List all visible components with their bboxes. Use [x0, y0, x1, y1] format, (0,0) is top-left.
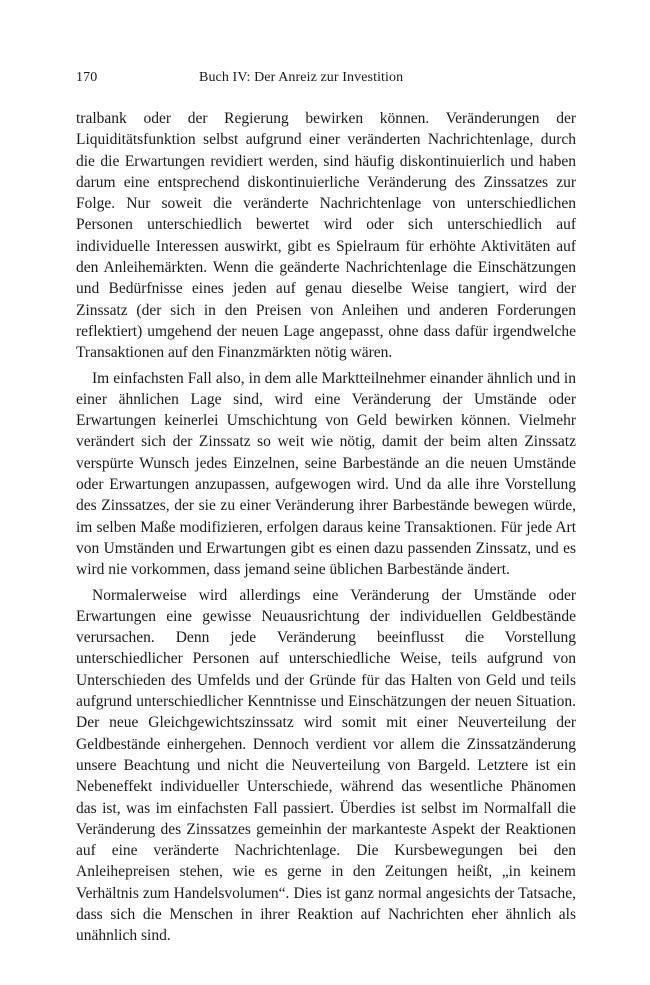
book-page — [76, 70, 576, 947]
running-header — [76, 70, 576, 92]
paragraph: Im einfachsten Fall also, in dem alle Marktteilnehmer einander ähnlich und in einer ähnlichen Lage sind, wird eine Veränderung der Umstände oder Erwartungen keinerlei Umschichtung von Geld bewirken können. Vielmehr verändert sich der Zinssatz so weit wie nötig, damit der beim alten Zinssatz verspürte Wunsch jedes Einzelnen, seine Barbestände an die neuen Umstände oder Erwartungen anzupassen, aufgewogen wird. Und da alle ihre Vorstellung des Zinssatzes, der sie zu einer Veränderung ihrer Barbestände bewegen würde, im selben Maße modifizieren, erfolgen daraus keine Transaktionen. Für jede Art von Umständen und Erwartungen gibt es einen dazu passenden Zinssatz, und es wird nie vorkommen, dass jemand seine üblichen Barbestände ändert. — [76, 369, 576, 579]
page-number: 170 — [76, 70, 98, 85]
paragraph: Normalerweise wird allerdings eine Veränderung der Umstände oder Erwartungen eine gewisse Neuausrichtung der individuellen Geldbestände verursachen. Denn jede Veränderung beeinflusst die Vorstellung unterschiedlicher Personen auf unterschiedliche Weise, teils aufgrund von Unterschieden des Umfelds und der Gründe für das Halten von Geld und teils aufgrund unterschiedlicher Kenntnisse und Einschätzungen der neuen Situation. Der neue Gleichgewichtszinssatz wird somit mit einer Neuverteilung der Geldbestände einhergehen. Dennoch verdient vor allem die Zinssatzänderung unsere Beachtung und nicht die Neuverteilung von Bargeld. Letztere ist ein Nebeneffekt individueller Unterschiede, während das wesentliche Phänomen das ist, was im einfachsten Fall passiert. Überdies ist selbst im Normalfall die Veränderung des Zinssatzes gemeinhin der markanteste Aspekt der Reaktionen auf eine veränderte Nachrichtenlage. Die Kursbewegungen bei den Anleihepreisen stehen, wie es gerne in den Zeitungen heißt, „in keinem Verhältnis zum Handelsvolumen“. Dies ist ganz normal angesichts der Tatsache, dass sich die Menschen in ihrer Reaktion auf Nachrichten eher ähnlich als unähnlich sind. — [76, 586, 576, 945]
paragraph: tralbank oder der Regierung bewirken können. Veränderungen der Liquiditätsfunktion selbst aufgrund einer veränderten Nachrichtenlage, durch die die Erwartungen revidiert werden, sind häufig diskontinuierlich und haben darum eine entsprechend diskontinuierliche Veränderung des Zinssatzes zur Folge. Nur soweit die veränderte Nachrichtenlage von unterschiedlichen Personen unterschiedlich bewertet wird oder sich unterschiedlich auf individuelle Interessen auswirkt, gibt es Spielraum für erhöhte Aktivitäten auf den Anleihemärkten. Wenn die geänderte Nachrichtenlage die Einschätzungen und Bedürfnisse eines jeden auf genau dieselbe Weise tangiert, wird der Zinssatz (der sich in den Preisen von Anleihen und anderen Forderungen reflektiert) umgehend der neuen Lage angepasst, ohne dass dafür irgendwelche Transaktionen auf den Finanzmärkten nötig wären. — [76, 110, 576, 362]
running-title: Buch IV: Der Anreiz zur Investition — [199, 70, 404, 85]
body-text — [76, 108, 576, 947]
